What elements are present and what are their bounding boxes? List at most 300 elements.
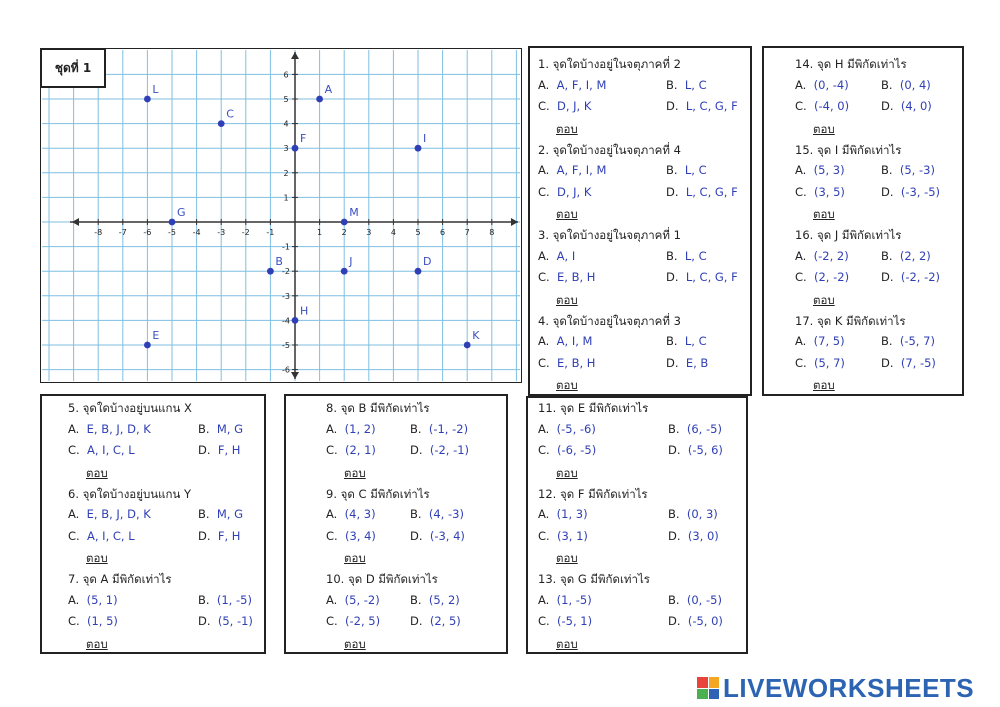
point-M (341, 219, 348, 226)
option-letter: B. (410, 507, 422, 521)
question-number: 2. (538, 142, 549, 157)
question-title (326, 486, 430, 504)
option-letter: C. (538, 614, 550, 628)
point-C (218, 120, 225, 127)
option-a[interactable] (68, 593, 118, 607)
option-c[interactable] (538, 443, 596, 457)
option-value: (3, 4) (345, 528, 376, 543)
question-title (538, 486, 648, 504)
option-letter: D. (666, 270, 679, 284)
y-tick-label: -2 (282, 267, 290, 277)
option-value: E, B, J, D, K (86, 421, 151, 436)
question-text: จุด A มีพิกัดเท่าไร (82, 572, 172, 586)
liveworksheets-logo (697, 672, 997, 703)
option-letter: B. (666, 163, 678, 177)
option-letter: D. (666, 355, 679, 370)
question-title (538, 313, 681, 331)
question-title (326, 400, 430, 418)
question-number: 17. (795, 313, 814, 328)
option-c[interactable] (68, 529, 135, 543)
option-letter: D. (881, 99, 894, 113)
point-label-A: A (324, 83, 333, 96)
option-d[interactable] (666, 356, 708, 370)
option-a[interactable] (326, 422, 376, 436)
option-b[interactable] (668, 422, 722, 436)
option-b[interactable] (198, 507, 243, 521)
option-letter: A. (538, 421, 550, 436)
question-title (795, 227, 901, 245)
option-b[interactable] (410, 507, 464, 521)
answer-field[interactable]: ตอบ (813, 378, 835, 392)
option-d[interactable] (668, 529, 719, 543)
option-letter: B. (666, 77, 678, 92)
option-letter: B. (881, 248, 893, 263)
point-label-B: B (275, 255, 283, 269)
answer-field[interactable]: ตอบ (344, 551, 366, 565)
option-c[interactable] (68, 443, 135, 457)
x-tick-label: 2 (341, 228, 347, 237)
question-title (326, 571, 438, 589)
option-b[interactable] (198, 422, 243, 436)
questions-box-8-10 (284, 394, 508, 654)
point-label-I: I (423, 132, 427, 146)
option-letter: C. (538, 270, 550, 284)
question-number: 16. (795, 228, 814, 242)
option-value: (-5, 1) (557, 614, 593, 628)
option-d[interactable] (881, 356, 936, 370)
point-H (292, 317, 299, 324)
point-A (316, 96, 323, 103)
option-value: A, F, I, M (556, 77, 607, 92)
option-value: A, I (556, 248, 576, 263)
option-value: (7, -5) (900, 355, 936, 370)
option-c[interactable] (538, 185, 591, 199)
option-letter: C. (326, 528, 338, 543)
answer-field[interactable]: ตอบ (556, 121, 578, 136)
point-E (144, 342, 151, 349)
option-value: (4, -3) (428, 507, 464, 521)
option-letter: D. (881, 270, 894, 284)
x-tick-label: 8 (489, 228, 495, 237)
option-d[interactable] (666, 185, 738, 199)
option-d[interactable] (668, 614, 723, 628)
question-text: จุดใดบ้างอยู่บนแกน X (82, 401, 192, 415)
option-letter: B. (668, 421, 680, 436)
option-c[interactable] (538, 99, 591, 113)
question-number: 11. (538, 401, 557, 415)
option-c[interactable] (538, 614, 592, 628)
question-text: จุด E มีพิกัดเท่าไร (559, 401, 649, 415)
answer-field[interactable]: ตอบ (556, 636, 578, 651)
option-letter: D. (668, 443, 681, 457)
option-c[interactable] (326, 614, 380, 628)
logo-text: LIVEWORKSHEETS (723, 672, 975, 703)
option-value: (-2, 5) (345, 614, 381, 628)
question-number: 12. (538, 486, 557, 501)
option-value: (5, -2) (344, 592, 380, 607)
y-tick-label: -4 (282, 316, 290, 326)
question-title (538, 56, 681, 74)
question-title (538, 571, 650, 589)
answer-field[interactable]: ตอบ (813, 121, 835, 136)
option-value: (5, -3) (899, 163, 935, 177)
option-letter: D. (410, 443, 423, 457)
y-tick-label: -3 (282, 291, 290, 301)
option-c[interactable] (795, 270, 849, 284)
option-a[interactable] (538, 593, 592, 607)
y-tick-label: -6 (282, 365, 290, 375)
question-text: จุด K มีพิกัดเท่าไร (816, 313, 906, 328)
option-value: (0, -4) (813, 77, 849, 92)
option-value: L, C, G, F (685, 270, 738, 284)
option-letter: A. (538, 77, 550, 92)
x-tick-label: -1 (266, 228, 275, 237)
option-value: L, C, G, F (685, 184, 738, 199)
option-d[interactable] (410, 529, 465, 543)
point-label-H: H (300, 304, 309, 318)
option-value: (2, 1) (345, 443, 376, 457)
option-a[interactable] (68, 422, 151, 436)
question-text: จุดใดบ้างอยู่ในจตุภาคที่ 2 (552, 57, 681, 71)
option-value: (0, 3) (686, 507, 718, 521)
option-d[interactable] (410, 614, 461, 628)
point-label-F: F (300, 132, 307, 146)
option-letter: C. (538, 355, 550, 370)
option-a[interactable] (538, 249, 575, 263)
option-letter: A. (795, 248, 807, 263)
option-letter: B. (666, 248, 678, 263)
question-number: 1. (538, 57, 549, 71)
option-d[interactable] (666, 270, 738, 284)
option-c[interactable] (538, 356, 595, 370)
option-letter: B. (198, 592, 210, 607)
option-value: (2, -2) (814, 270, 850, 284)
x-tick-label: 4 (390, 228, 396, 237)
answer-field[interactable]: ตอบ (344, 465, 366, 480)
option-d[interactable] (881, 185, 940, 199)
option-letter: B. (668, 507, 680, 521)
option-value: (4, 3) (344, 507, 376, 521)
point-label-L: L (152, 83, 159, 96)
x-tick-label: 5 (415, 228, 421, 237)
option-value: L, C (684, 248, 707, 263)
option-value: M, G (216, 507, 244, 521)
question-text: จุด J มีพิกัดเท่าไร (816, 228, 902, 242)
option-value: (5, 1) (86, 592, 118, 607)
question-text: จุด B มีพิกัดเท่าไร (340, 401, 430, 415)
question-number: 8. (326, 401, 337, 415)
option-b[interactable] (881, 334, 935, 348)
option-d[interactable] (198, 443, 240, 457)
option-letter: B. (198, 507, 210, 521)
option-b[interactable] (666, 249, 707, 263)
option-letter: C. (795, 270, 807, 284)
option-value: (5, -1) (217, 614, 253, 628)
question-text: จุด H มีพิกัดเท่าไร (816, 57, 907, 71)
option-letter: B. (668, 592, 680, 607)
answer-field[interactable]: ตอบ (556, 378, 578, 392)
option-letter: C. (68, 614, 80, 628)
option-a[interactable] (326, 593, 380, 607)
answer-field[interactable]: ตอบ (813, 207, 835, 221)
option-b[interactable] (198, 593, 252, 607)
option-letter: A. (326, 507, 338, 521)
option-d[interactable] (666, 99, 738, 113)
question-title (538, 400, 648, 418)
option-value: (5, 7) (814, 355, 845, 370)
y-tick-label: -1 (282, 242, 290, 252)
option-a[interactable] (538, 78, 606, 92)
option-letter: B. (410, 592, 422, 607)
question-title (538, 227, 681, 245)
option-b[interactable] (410, 593, 460, 607)
point-J (341, 268, 348, 275)
option-value: (2, 5) (429, 614, 461, 628)
option-a[interactable] (326, 507, 376, 521)
option-value: (1, -5) (556, 592, 592, 607)
option-d[interactable] (198, 614, 253, 628)
question-number: 5. (68, 401, 79, 415)
coordinate-graph (40, 48, 522, 383)
option-a[interactable] (538, 163, 606, 177)
option-value: (-4, 0) (814, 99, 850, 113)
point-label-G: G (177, 206, 186, 219)
option-letter: C. (68, 528, 80, 543)
option-value: (2, 2) (899, 248, 931, 263)
option-c[interactable] (795, 185, 845, 199)
option-a[interactable] (538, 422, 596, 436)
option-c[interactable] (795, 99, 849, 113)
option-letter: D. (881, 355, 894, 370)
x-tick-label: -8 (94, 228, 103, 237)
question-text: จุด G มีพิกัดเท่าไร (559, 572, 650, 586)
option-value: A, I, M (556, 334, 593, 348)
logo-icon (697, 677, 719, 699)
option-value: (3, 5) (814, 184, 845, 199)
x-tick-label: -5 (168, 228, 176, 237)
option-letter: A. (538, 592, 550, 607)
option-value: D, J, K (557, 99, 592, 113)
question-text: จุด D มีพิกัดเท่าไร (347, 572, 438, 586)
question-text: จุดใดบ้างอยู่ในจตุภาคที่ 1 (552, 228, 681, 242)
option-a[interactable] (68, 507, 151, 521)
option-c[interactable] (68, 614, 118, 628)
question-text: จุด C มีพิกัดเท่าไร (340, 486, 430, 501)
option-letter: A. (68, 592, 80, 607)
option-letter: A. (795, 77, 807, 92)
option-c[interactable] (795, 356, 845, 370)
y-tick-label: 2 (283, 168, 289, 178)
option-b[interactable] (666, 334, 707, 348)
option-value: (6, -5) (686, 421, 722, 436)
option-c[interactable] (326, 443, 376, 457)
option-c[interactable] (538, 529, 588, 543)
option-a[interactable] (795, 334, 845, 348)
x-tick-label: -2 (241, 228, 250, 237)
option-value: (-6, -5) (557, 443, 597, 457)
answer-field[interactable]: ตอบ (556, 551, 578, 565)
option-letter: A. (795, 334, 807, 348)
option-value: M, G (216, 421, 244, 436)
option-a[interactable] (795, 163, 845, 177)
option-value: F, H (217, 528, 241, 543)
option-letter: D. (198, 528, 211, 543)
question-title (68, 486, 191, 504)
answer-field[interactable]: ตอบ (556, 292, 578, 307)
option-value: (-2, 2) (813, 248, 849, 263)
y-tick-label: 1 (283, 193, 289, 203)
option-value: D, J, K (557, 184, 592, 199)
option-d[interactable] (881, 270, 940, 284)
option-letter: A. (68, 507, 80, 521)
option-letter: C. (795, 355, 807, 370)
option-value: A, I, C, L (87, 443, 135, 457)
option-letter: D. (668, 528, 681, 543)
question-number: 3. (538, 228, 549, 242)
question-number: 6. (68, 486, 79, 501)
question-number: 15. (795, 142, 814, 157)
option-letter: A. (538, 507, 550, 521)
answer-field[interactable]: ตอบ (344, 636, 366, 651)
option-d[interactable] (198, 529, 240, 543)
option-letter: D. (668, 614, 681, 628)
option-a[interactable] (795, 78, 849, 92)
option-value: (-1, -2) (428, 421, 469, 436)
option-value: (-5, 6) (687, 443, 723, 457)
option-letter: A. (326, 592, 338, 607)
question-title (795, 56, 907, 74)
answer-field[interactable]: ตอบ (86, 465, 108, 480)
y-tick-label: -5 (282, 341, 290, 350)
option-b[interactable] (410, 422, 468, 436)
answer-field[interactable]: ตอบ (86, 551, 108, 565)
option-letter: B. (881, 163, 893, 177)
question-number: 7. (68, 572, 79, 586)
option-value: (-2, -2) (900, 270, 941, 284)
option-c[interactable] (326, 529, 376, 543)
point-label-E: E (152, 329, 160, 342)
question-title (68, 400, 192, 418)
option-value: (7, 5) (813, 334, 845, 348)
option-letter: C. (538, 99, 550, 113)
question-number: 4. (538, 313, 549, 328)
option-d[interactable] (881, 99, 932, 113)
option-value: (1, 5) (87, 614, 118, 628)
point-D (415, 268, 422, 275)
point-F (292, 145, 299, 152)
option-letter: D. (410, 614, 423, 628)
x-tick-label: 3 (366, 228, 372, 237)
option-b[interactable] (666, 163, 707, 177)
y-tick-label: 3 (283, 144, 289, 154)
x-tick-label: -3 (217, 228, 226, 237)
option-letter: D. (881, 184, 894, 199)
point-B (267, 268, 274, 275)
option-letter: A. (68, 421, 80, 436)
option-b[interactable] (668, 593, 722, 607)
x-tick-label: -4 (192, 228, 201, 237)
question-text: จุดใดบ้างอยู่ในจตุภาคที่ 4 (552, 142, 681, 157)
option-a[interactable] (538, 334, 592, 348)
option-a[interactable] (795, 249, 849, 263)
option-d[interactable] (668, 443, 723, 457)
option-value: (-5, 0) (687, 614, 723, 628)
answer-field[interactable]: ตอบ (556, 465, 578, 480)
x-tick-label: 7 (464, 228, 470, 237)
answer-field[interactable]: ตอบ (813, 292, 835, 307)
option-letter: C. (795, 184, 807, 199)
question-title (538, 142, 681, 160)
question-number: 9. (326, 486, 337, 501)
point-label-C: C (226, 107, 234, 121)
answer-field[interactable]: ตอบ (556, 207, 578, 221)
graph-frame (40, 48, 522, 383)
option-value: (5, 2) (428, 592, 460, 607)
option-b[interactable] (668, 507, 718, 521)
option-b[interactable] (881, 249, 931, 263)
point-K (464, 342, 471, 349)
option-value: E, B, H (557, 355, 596, 370)
point-label-K: K (472, 329, 480, 342)
option-d[interactable] (410, 443, 469, 457)
option-value: F, H (217, 443, 241, 457)
option-value: L, C (684, 334, 707, 348)
option-value: (-5, -6) (556, 421, 596, 436)
option-value: (1, -5) (216, 592, 252, 607)
option-letter: D. (410, 528, 423, 543)
option-letter: C. (538, 528, 550, 543)
option-letter: A. (538, 248, 550, 263)
x-tick-label: 6 (440, 228, 446, 237)
point-label-D: D (423, 255, 432, 269)
option-value: (4, 0) (900, 99, 932, 113)
option-value: A, F, I, M (556, 163, 607, 177)
option-letter: B. (410, 421, 422, 436)
x-tick-label: 1 (317, 228, 323, 237)
option-value: A, I, C, L (87, 528, 135, 543)
point-label-J: J (349, 255, 353, 269)
option-value: (3, 1) (557, 528, 588, 543)
option-letter: A. (326, 421, 338, 436)
option-value: (0, 4) (899, 77, 931, 92)
option-value: E, B, H (557, 270, 596, 284)
option-value: (-3, 4) (429, 528, 465, 543)
option-value: (-5, 7) (899, 334, 935, 348)
question-text: จุด I มีพิกัดเท่าไร (816, 142, 902, 157)
option-c[interactable] (538, 270, 595, 284)
set-label: ชุดที่ 1 (40, 48, 106, 88)
question-title (795, 313, 906, 331)
option-value: (0, -5) (686, 592, 722, 607)
question-text: จุดใดบ้างอยู่บนแกน Y (82, 486, 192, 501)
option-b[interactable] (881, 78, 931, 92)
option-b[interactable] (881, 163, 935, 177)
option-value: L, C (684, 163, 707, 177)
answer-field[interactable]: ตอบ (86, 636, 108, 651)
option-letter: A. (538, 163, 550, 177)
option-value: L, C, G, F (685, 99, 738, 113)
option-letter: B. (666, 334, 678, 348)
option-letter: C. (326, 614, 338, 628)
option-b[interactable] (666, 78, 707, 92)
question-title (68, 571, 172, 589)
option-letter: C. (795, 99, 807, 113)
option-letter: A. (795, 163, 807, 177)
option-letter: C. (538, 443, 550, 457)
option-a[interactable] (538, 507, 588, 521)
y-tick-label: 6 (283, 70, 289, 80)
option-value: (3, 0) (687, 528, 719, 543)
